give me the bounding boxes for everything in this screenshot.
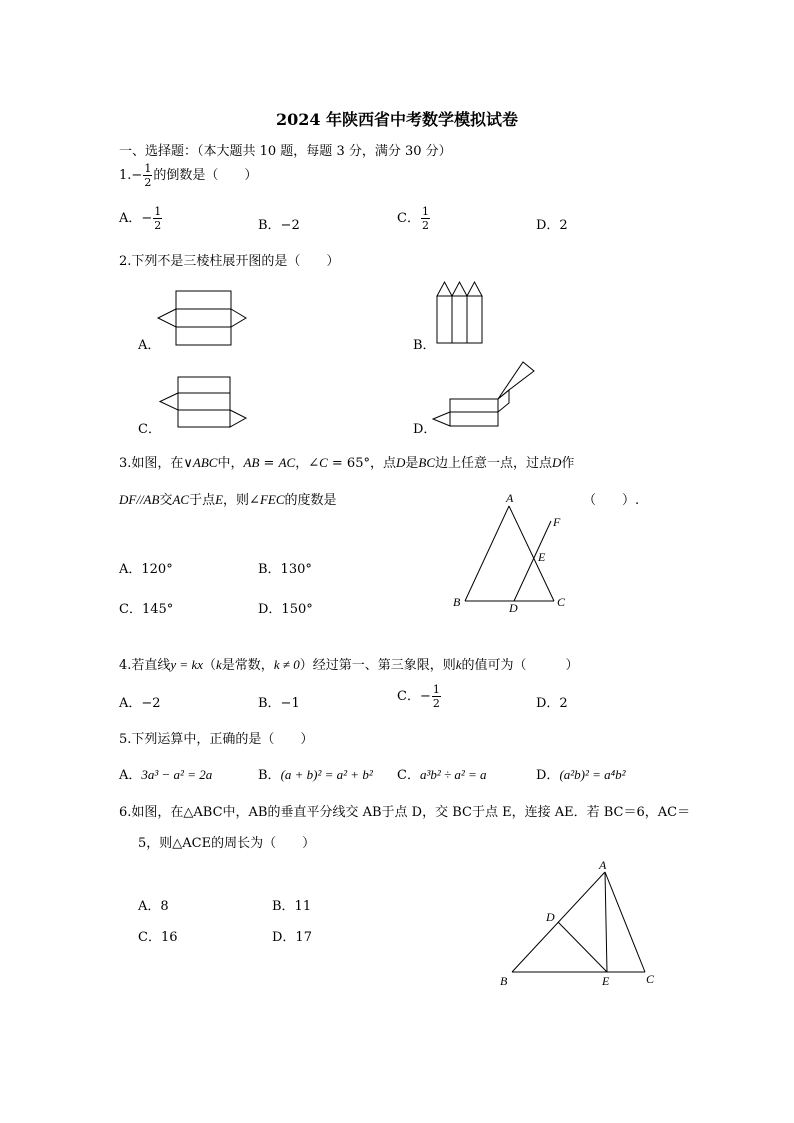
q1-fraction	[143, 163, 152, 188]
q6-side-ac	[605, 872, 645, 972]
q1-option-c	[397, 206, 431, 231]
q5-option-c-expr: a³b² ÷ a² = a	[419, 767, 487, 782]
q3-text-9: 于点	[189, 493, 216, 508]
q5-option-d-label: D．	[536, 768, 560, 783]
q3-option-b: B．130°	[258, 562, 312, 577]
q3-text-7: 作	[561, 456, 575, 471]
q1-option-a-num: 1	[154, 205, 162, 218]
q3-stem-line2	[119, 489, 337, 508]
q2-net-a	[150, 285, 260, 350]
q4-option-c-num: 1	[432, 683, 440, 696]
q4-math-line: y = kx	[170, 657, 203, 672]
q3-option-c: C．145°	[119, 602, 174, 617]
q6-label-e: E	[602, 974, 610, 988]
q6-label-d: D	[546, 910, 555, 924]
q4-text-4: ）经过第一、第三象限，则	[299, 658, 456, 673]
q4-option-a: A．−2	[119, 696, 161, 711]
q5-option-b-expr: (a + b)² = a² + b²	[280, 767, 373, 782]
q4-option-c-sign: −	[419, 689, 431, 704]
q6-segment-ae	[605, 872, 607, 972]
q3-triangle-figure	[450, 490, 575, 615]
q3-math-df-ab: DF//AB	[119, 492, 160, 507]
q5-option-c	[397, 764, 487, 783]
q6-stem-line2: 5，则△ACE的周长为（ ）	[138, 836, 316, 851]
q1-option-c-fraction	[421, 206, 430, 231]
q6-triangle-figure	[495, 855, 670, 995]
q5-option-d-expr: (a²b)² = a⁴b²	[559, 767, 626, 782]
q3-text-6: 边上任意一点，过点	[435, 456, 553, 471]
q3-option-d: D．150°	[258, 602, 313, 617]
q3-stem-line1	[119, 452, 574, 471]
q6-option-d: D．17	[272, 930, 312, 945]
q1-option-d: D．2	[536, 218, 568, 233]
q3-math-abc: ABC	[192, 455, 218, 470]
q5-stem: 5.下列运算中，正确的是（ ）	[119, 732, 314, 747]
q4-option-c-den: 2	[432, 697, 440, 710]
q3-text-eq: =	[259, 456, 279, 471]
q3-math-d2: D	[552, 455, 562, 470]
q1-stem	[119, 163, 257, 188]
q4-math-k-ne-0: k ≠ 0	[273, 657, 300, 672]
q1-option-a-label: A．	[119, 211, 142, 226]
q2-net-b	[430, 278, 490, 348]
q4-math-k2: k	[455, 657, 462, 672]
q1-fraction-den: 2	[144, 176, 152, 189]
q6-stem-line1: 6.如图，在△ABC中，AB的垂直平分线交 AB于点 D，交 BC于点 E，连接 AE．若 BC＝6，AC＝	[119, 805, 691, 820]
q3-label-b: B	[453, 595, 461, 609]
q2-net-c	[150, 372, 260, 432]
q1-sign: −	[131, 168, 143, 183]
q6-label-a: A	[599, 858, 607, 872]
q3-math-fec: FEC	[259, 492, 285, 507]
q2-net-d	[425, 358, 545, 433]
q2-option-a: A．	[138, 338, 161, 353]
q3-label-f: F	[553, 515, 561, 529]
q6-option-a: A．8	[138, 899, 169, 914]
q1-option-c-label: C．	[397, 211, 420, 226]
q5-option-a	[119, 764, 212, 783]
q5-option-a-expr: 3a³ − a² = 2a	[141, 767, 213, 782]
q3-label-a: A	[506, 491, 514, 505]
q4-text-2: （	[203, 658, 217, 673]
q3-text-3: ，∠	[295, 456, 320, 471]
q4-text-5: 的值可为（ ）	[461, 658, 579, 673]
q1-option-a-sign: −	[141, 211, 153, 226]
q3-text-10: ，则∠	[223, 493, 260, 508]
q3-text-2: 中，	[217, 456, 244, 471]
q4-stem	[119, 654, 579, 673]
q6-option-b: B．11	[272, 899, 312, 914]
q3-math-bc: BC	[418, 455, 435, 470]
q3-math-ab: AB	[243, 455, 260, 470]
q2-option-c: C．	[138, 422, 161, 437]
q1-option-c-den: 2	[421, 219, 429, 232]
q3-math-d: D	[395, 455, 406, 470]
q3-line-df	[514, 521, 551, 601]
q3-text-11: 的度数是	[284, 493, 337, 508]
q2-option-b: B．	[413, 338, 436, 353]
q3-math-ac2: AC	[172, 492, 190, 507]
q3-label-d: D	[509, 601, 518, 615]
section-heading: 一、选择题：（本大题共 10 题，每题 3 分，满分 30 分）	[119, 144, 452, 159]
q3-text-5: 是	[405, 456, 419, 471]
q3-text-4: = 65°，点	[327, 456, 396, 471]
q6-perpendicular-bisector	[558, 922, 607, 972]
q4-option-c-fraction	[432, 684, 441, 709]
q6-label-b: B	[500, 974, 508, 988]
q1-option-b: B．−2	[258, 218, 300, 233]
q4-text-3: 是常数，	[221, 658, 274, 673]
q2-stem: 2.下列不是三棱柱展开图的是（ ）	[119, 254, 340, 269]
q5-option-c-label: C．	[397, 768, 420, 783]
q1-number: 1.	[119, 168, 132, 183]
q5-option-d	[536, 764, 626, 783]
q3-math-e: E	[215, 492, 224, 507]
q5-option-b-label: B．	[258, 768, 281, 783]
q4-option-c-label: C．	[397, 689, 420, 704]
exam-title: 2024 年陕西省中考数学模拟试卷	[275, 110, 519, 129]
q3-option-a: A．120°	[119, 562, 173, 577]
q1-option-a	[119, 206, 163, 231]
q4-text-1: 4.若直线	[119, 658, 171, 673]
q3-side-ab	[465, 506, 509, 601]
q5-option-a-label: A．	[119, 768, 142, 783]
q4-option-c	[397, 684, 442, 709]
q3-math-c: C	[319, 455, 328, 470]
q2-option-d: D．	[413, 422, 437, 437]
q1-option-a-den: 2	[154, 219, 162, 232]
q1-stem-text: 的倒数是（ ）	[153, 168, 258, 183]
q1-fraction-num: 1	[144, 162, 152, 175]
q3-answer-paren: （ ）.	[583, 493, 640, 508]
q3-side-ac	[509, 506, 554, 601]
q3-text-1: 3.如图，在∨	[119, 456, 193, 471]
q5-option-b	[258, 764, 373, 783]
q4-option-b: B．−1	[258, 696, 300, 711]
q4-option-d: D．2	[536, 696, 568, 711]
q3-label-e: E	[538, 550, 546, 564]
q6-option-c: C．16	[138, 930, 178, 945]
q1-option-a-fraction	[153, 206, 162, 231]
q3-label-c: C	[557, 595, 566, 609]
q4-math-k: k	[216, 657, 222, 672]
q1-option-c-num: 1	[421, 205, 429, 218]
q3-math-ac: AC	[278, 455, 296, 470]
q6-label-c: C	[646, 972, 655, 986]
q3-text-8: 交	[159, 493, 173, 508]
